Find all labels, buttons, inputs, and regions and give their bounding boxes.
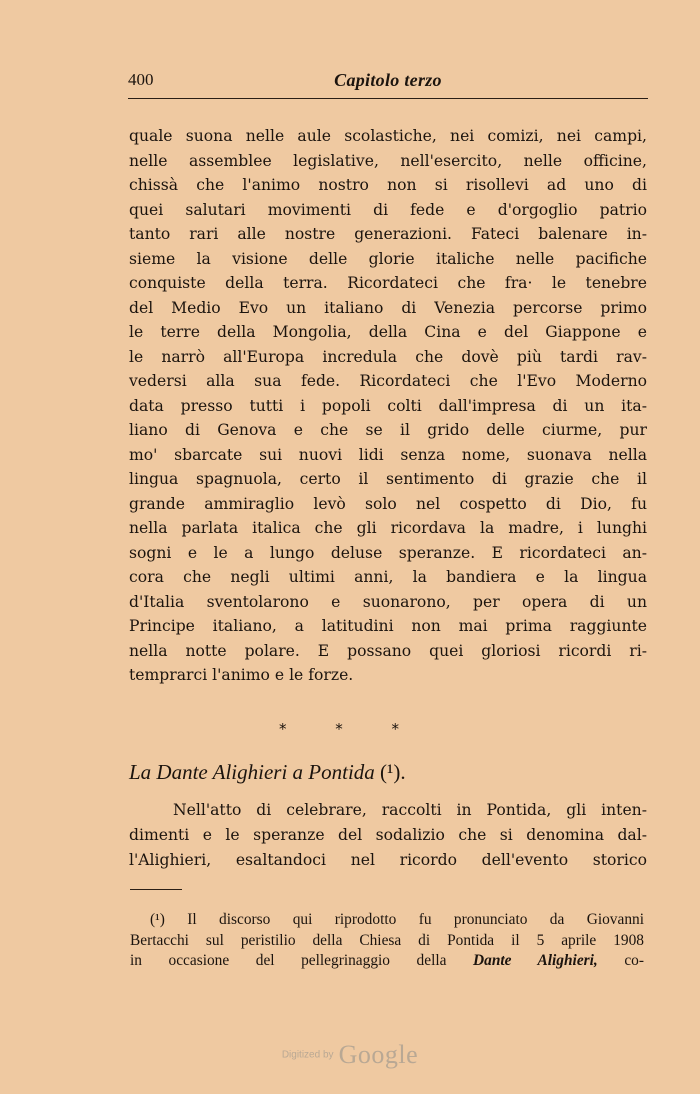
footnote-line: Bertacchi sul peristilio della Chiesa di Pontida il 5 aprile 1908 (130, 931, 644, 949)
running-head: Capitolo terzo (334, 70, 442, 90)
text-line: mo' sbarcate sui nuovi lidi senza nome, suonava nella (129, 445, 647, 464)
section-title-text: La Dante Alighieri a Pontida (129, 760, 375, 784)
text-line: Principe italiano, a latitudini non mai prima raggiunte (129, 617, 647, 635)
text-line: liano di Genova e che se il grido delle ciurme, pur (129, 421, 647, 439)
section-title (129, 760, 649, 785)
text-line: sogni e le a lungo deluse speranze. E ricordateci an- (129, 543, 647, 562)
footnote (130, 910, 644, 972)
text-line: chissà che l'animo nostro non si risollevi ad uno di (129, 176, 647, 194)
text-line: Nell'atto di celebrare, raccolti in Pontida, gli inten- (173, 801, 647, 819)
footnote-italic-title: Dante Alighieri, (473, 952, 598, 969)
text-line: del Medio Evo un italiano di Venezia percorse primo (129, 298, 647, 317)
text-line: sieme la visione delle glorie italiche nelle pacifiche (129, 249, 647, 268)
text-line: data presso tutti i popoli colti dall'impresa di un ita- (129, 396, 647, 415)
text-line: d'Italia sventolarono e suonarono, per opera di un (129, 592, 647, 611)
footnote-text: co- (624, 952, 644, 969)
header-rule (128, 98, 648, 99)
text-line: le narrò all'Europa incredula che dovè più tardi rav- (129, 347, 647, 366)
section-separator: * * * (278, 720, 422, 738)
footnote-line: (¹) Il discorso qui riprodotto fu pronunciato da Giovanni (150, 911, 644, 928)
page-number: 400 (128, 70, 154, 89)
footnote-reference: (¹). (380, 760, 406, 784)
footnote-text: in occasione del pellegrinaggio della (130, 952, 447, 969)
text-line: l'Alighieri, esaltandoci nel ricordo dell'evento storico (129, 851, 647, 869)
page-header (128, 70, 648, 94)
footnote-rule (130, 889, 182, 890)
watermark-logo: Google (338, 1040, 419, 1069)
text-line: tanto rari alle nostre generazioni. Fateci balenare in- (129, 225, 647, 243)
footnote-line (130, 951, 644, 972)
text-line: nella notte polare. E possano quei gloriosi ricordi ri- (129, 641, 647, 660)
section-paragraph (129, 798, 647, 873)
text-line: quei salutari movimenti di fede e d'orgoglio patrio (129, 200, 647, 219)
text-line: quale suona nelle aule scolastiche, nei comizi, nei campi, (129, 127, 647, 145)
text-line: conquiste della terra. Ricordateci che fra· le tenebre (129, 274, 647, 292)
digitization-watermark (0, 1040, 700, 1070)
text-line: nelle assemblee legislative, nell'esercito, nelle officine, (129, 151, 647, 170)
text-line: dimenti e le speranze del sodalizio che si denomina dal- (129, 826, 647, 844)
text-line: lingua spagnuola, certo il sentimento di grazie che il (129, 470, 647, 488)
watermark-prefix: Digitized by (281, 1049, 334, 1061)
text-line: vedersi alla sua fede. Ricordateci che l'Evo Moderno (129, 372, 647, 390)
text-line: temprarci l'animo e le forze. (129, 666, 354, 684)
text-line: nella parlata italica che gli ricordava la madre, i lunghi (129, 519, 647, 537)
text-line: le terre della Mongolia, della Cina e del Giappone e (129, 323, 647, 341)
text-line: cora che negli ultimi anni, la bandiera e la lingua (129, 568, 647, 586)
text-line: grande ammiraglio levò solo nel cospetto di Dio, fu (129, 494, 647, 513)
body-paragraph (129, 124, 647, 688)
